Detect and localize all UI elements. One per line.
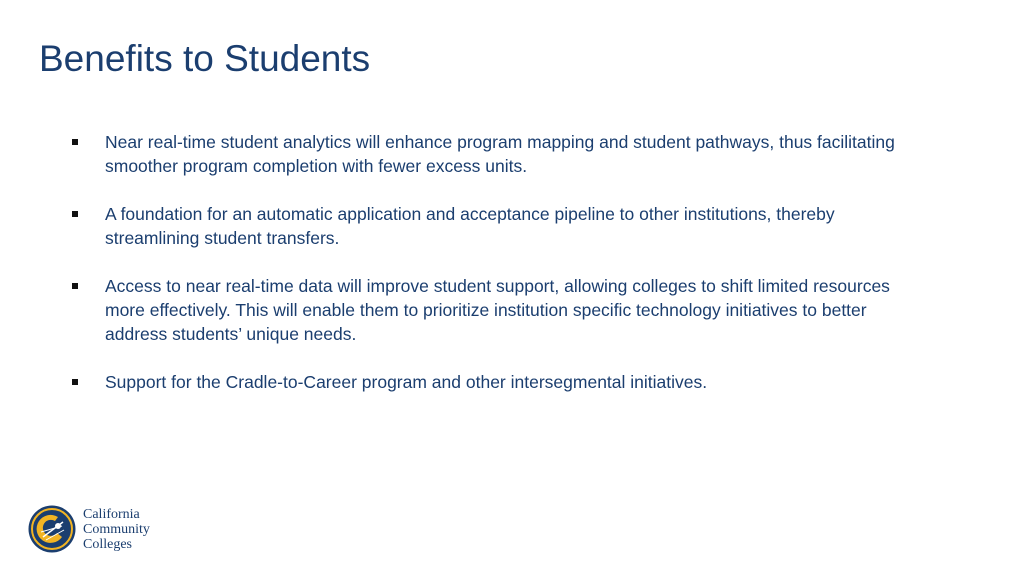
bullet-item — [72, 370, 912, 394]
logo-line-california: California — [83, 506, 140, 522]
logo-wordmark — [83, 507, 150, 552]
ccc-seal-icon — [27, 504, 77, 554]
bullet-text: Access to near real-time data will improve student support, allowing colleges to shift limited resources more effectively. This will enable them to prioritize institution specific technology initiatives to better address students’ unique needs. — [105, 276, 890, 344]
square-bullet-icon — [72, 139, 78, 145]
square-bullet-icon — [72, 211, 78, 217]
bullet-list — [72, 130, 912, 394]
bullet-text: Near real-time student analytics will enhance program mapping and student pathways, thus facilitating smoother program completion with fewer excess units. — [105, 132, 895, 176]
slide-title: Benefits to Students — [39, 38, 371, 79]
bullet-item — [72, 274, 912, 346]
logo-line-colleges: Colleges — [83, 536, 132, 552]
square-bullet-icon — [72, 283, 78, 289]
california-community-colleges-logo — [27, 504, 150, 554]
bullet-item — [72, 130, 912, 178]
logo-line-community: Community — [83, 521, 150, 537]
square-bullet-icon — [72, 379, 78, 385]
bullet-item — [72, 202, 912, 250]
bullet-text: Support for the Cradle-to-Career program and other intersegmental initiatives. — [105, 372, 708, 392]
bullet-text: A foundation for an automatic application and acceptance pipeline to other institutions, thereby streamlining student transfers. — [105, 204, 835, 248]
